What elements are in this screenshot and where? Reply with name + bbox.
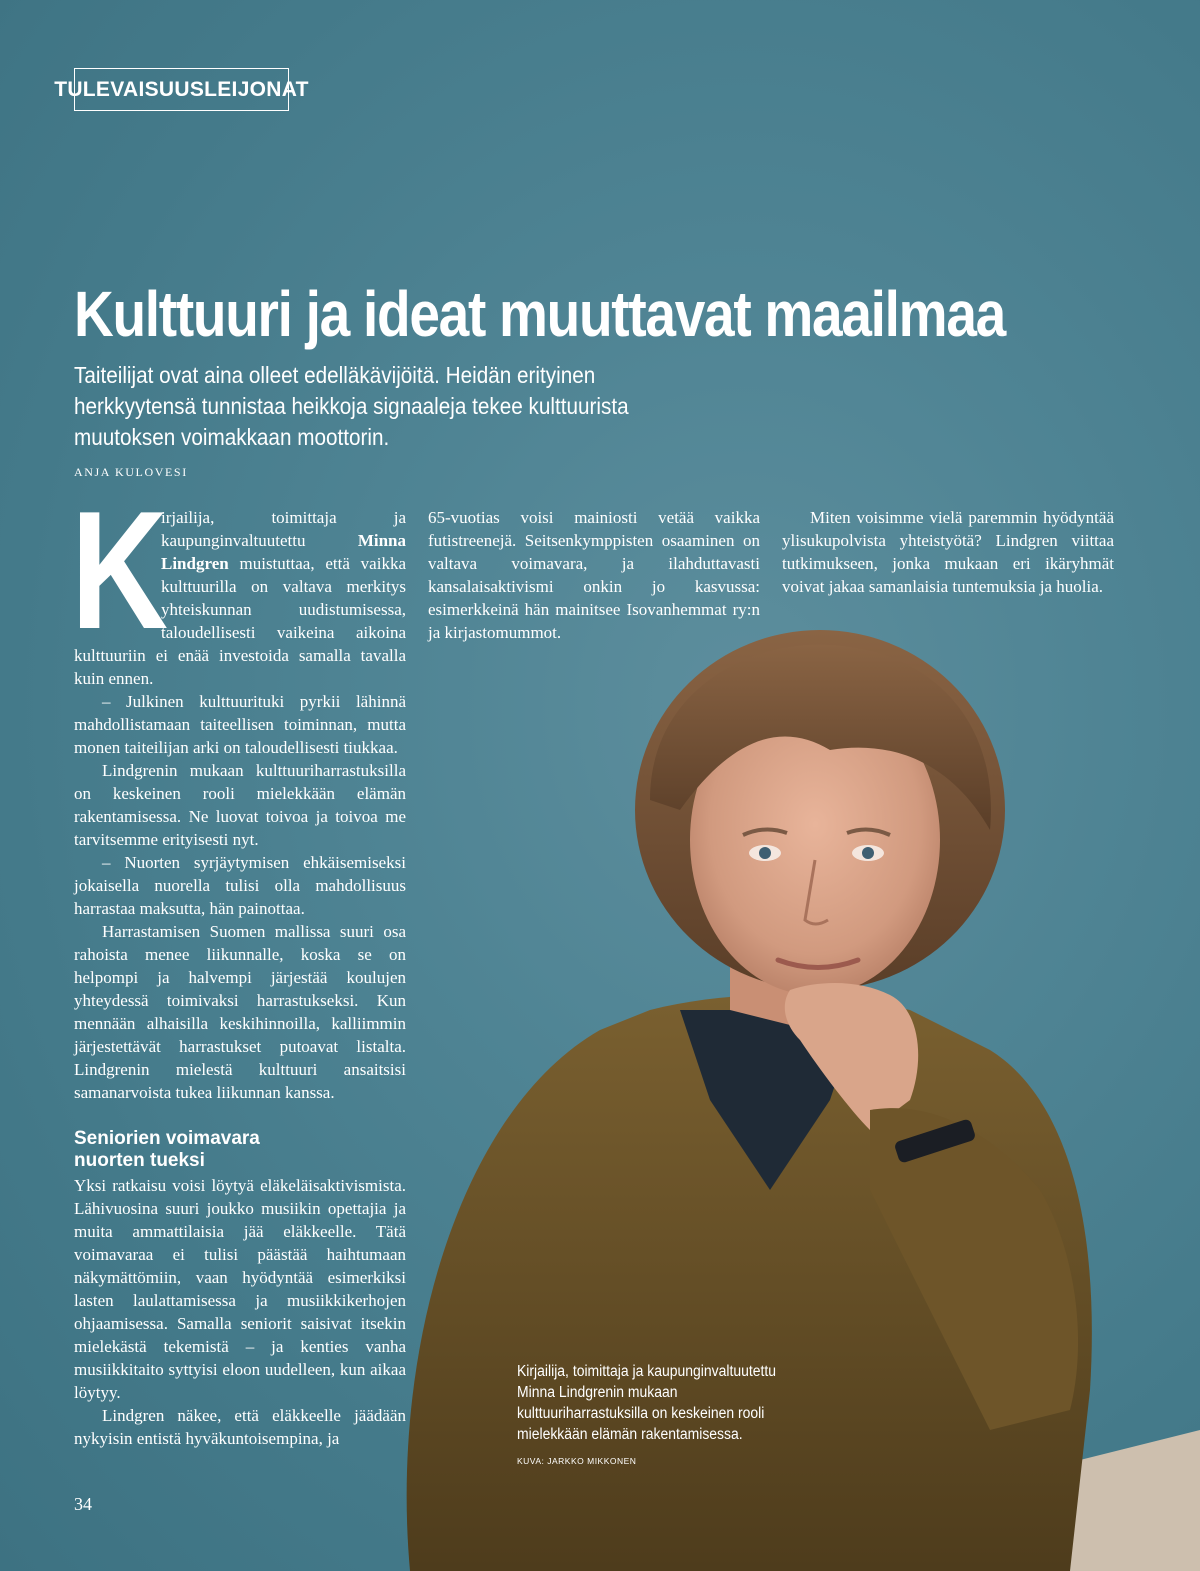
- paragraph: 65-vuotias voisi mainiosti vetää vaikka futistreenejä. Seitsenkymppisten osaaminen on valtava voimavara, ja ilahduttavasti kansalaisaktivismi onkin jo kasvussa: esimerkkeinä hän mainitsee Isovanhemmat ry:n ja kirjastomummot.: [428, 508, 760, 642]
- paragraph: Harrastamisen Suomen mallissa suuri osa rahoista menee liikunnalle, koska se on helpompi ja halvempi järjestää koulujen yhteydessä toimivaksi harrastukseksi. Kun mennään alhaisilla keskihinnoilla, kalliimmin järjestettävät harrastukset putoavat listalta. Lindgrenin mielestä kulttuuri ansaitsisi samanarvoista tukea liikunnan kanssa.: [74, 922, 406, 1102]
- headline: Kulttuuri ja ideat muuttavat maailmaa: [74, 278, 1005, 350]
- paragraph: – Nuorten syrjäytymisen ehkäisemiseksi jokaisella nuorella tulisi olla mahdollisuus harrastaa maksutta, hän painottaa.: [74, 853, 406, 918]
- subheading: Seniorien voimavara nuorten tueksi: [74, 1128, 260, 1171]
- photo-credit: KUVA: JARKKO MIKKONEN: [517, 1456, 637, 1466]
- byline: ANJA KULOVESI: [74, 465, 188, 479]
- drop-cap: K: [71, 476, 169, 664]
- page-number: 34: [74, 1494, 92, 1514]
- paragraph: Yksi ratkaisu voisi löytyä eläkeläisaktivismista. Lähivuosina suuri joukko musiikin opettajia ja muita ammattilaisia jää eläkkeelle. Tätä voimavaraa ei tulisi päästää haihtumaan näkymättömiin, vaan hyödyntää esimerkiksi lasten laulattamisessa ja musiikkikerhojen ohjaamisessa. Samalla seniorit saisivat itsekin mielekästä tekemistä – ja kenties vanha musiikkitaito syttyisi eloon uudelleen, kun aikaa löytyy.: [74, 1176, 406, 1402]
- article-column-2: [428, 506, 760, 644]
- interviewee-name: Minna Lindgren: [161, 531, 406, 573]
- lead-paragraph: Taiteilijat ovat aina olleet edelläkävijöitä. Heidän erityinen herkkyytensä tunnistaa heikkoja signaaleja tekee kulttuurista muutoksen voimakkaan moottorin.: [74, 362, 629, 450]
- paragraph: Lindgren näkee, että eläkkeelle jäädään nykyisin entistä hyväkuntoisempina, ja: [74, 1406, 406, 1448]
- article-column-1: [71, 476, 406, 1450]
- photo-caption: Kirjailija, toimittaja ja kaupunginvaltuutettu Minna Lindgrenin mukaan kulttuuriharrastuksilla on keskeinen rooli mielekkään elämän rakentamisessa.: [517, 1363, 777, 1443]
- paragraph: K irjailija, toimittaja ja kaupunginvaltuutettu Minna Lindgren muistuttaa, että vaikka kulttuurilla on valtava merkitys yhteiskunnan uudistumisessa, taloudellisesti vaikeina aikoina kulttuuriin ei enää investoida samalla tavalla kuin ennen.: [71, 476, 406, 688]
- section-tag: TULEVAISUUSLEIJONAT: [74, 68, 289, 111]
- paragraph: – Julkinen kulttuurituki pyrkii lähinnä mahdollistamaan taiteellisen toiminnan, mutta monen taiteilijan arki on taloudellisesti tiukkaa.: [74, 692, 406, 757]
- paragraph: Miten voisimme vielä paremmin hyödyntää ylisukupolvista yhteistyötä? Lindgren viittaa tutkimukseen, jonka mukaan eri ikäryhmät voivat jakaa samanlaisia tuntemuksia ja huolia.: [782, 508, 1114, 596]
- paragraph: Lindgrenin mukaan kulttuuriharrastuksilla on keskeinen rooli mielekkään elämän rakentamisessa. Ne luovat toivoa ja toivoa me tarvitsemme erityisesti nyt.: [74, 761, 406, 849]
- article-column-3: [782, 506, 1114, 598]
